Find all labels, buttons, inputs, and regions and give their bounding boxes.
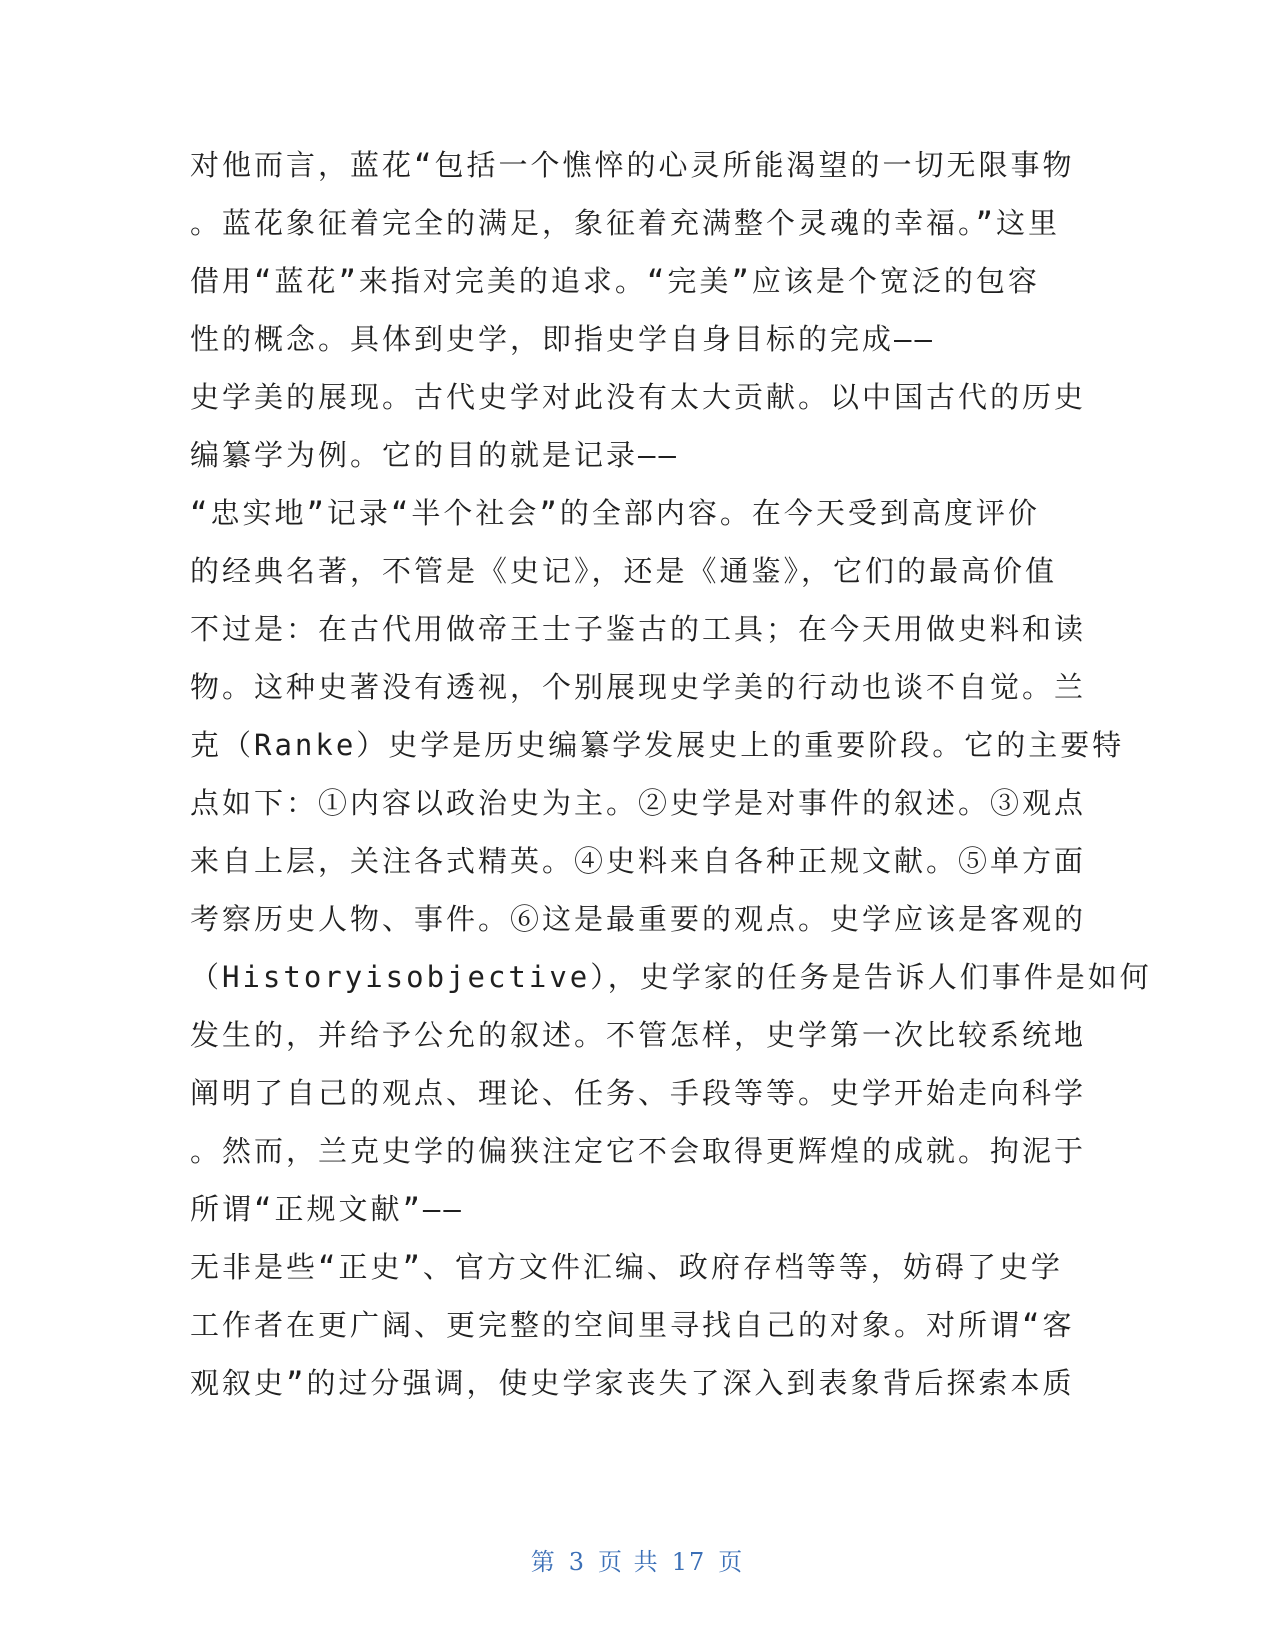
text-line: 性的概念。具体到史学，即指史学自身目标的完成—— xyxy=(190,322,935,356)
text-line: 克（Ranke）史学是历史编纂学发展史上的重要阶段。它的主要特 xyxy=(190,728,1125,762)
text-line: 。然而，兰克史学的偏狭注定它不会取得更辉煌的成就。拘泥于 xyxy=(190,1134,1087,1168)
total-page-count: 17 xyxy=(671,1548,707,1576)
text-line: 史学美的展现。古代史学对此没有太大贡献。以中国古代的历史 xyxy=(190,380,1087,414)
text-line: 编纂学为例。它的目的就是记录—— xyxy=(190,438,679,472)
text-line: 所谓“正规文献”—— xyxy=(190,1192,464,1226)
current-page-number: 3 xyxy=(568,1548,587,1576)
footer-middle: 页 共 xyxy=(598,1548,660,1576)
text-line: 阐明了自己的观点、理论、任务、手段等等。史学开始走向科学 xyxy=(190,1076,1087,1110)
text-line: 物。这种史著没有透视，个别展现史学美的行动也谈不自觉。兰 xyxy=(190,670,1087,704)
text-line: 。蓝花象征着完全的满足，象征着充满整个灵魂的幸福。”这里 xyxy=(190,206,1060,240)
text-line: 观叙史”的过分强调，使史学家丧失了深入到表象背后探索本质 xyxy=(190,1366,1075,1400)
text-line: 借用“蓝花”来指对完美的追求。“完美”应该是个宽泛的包容 xyxy=(190,264,1040,298)
text-line: （Historyisobjective），史学家的任务是告诉人们事件是如何 xyxy=(190,960,1152,994)
page-number-footer xyxy=(0,1542,1275,1577)
text-line: 点如下：①内容以政治史为主。②史学是对事件的叙述。③观点 xyxy=(190,786,1087,820)
text-line: 无非是些“正史”、官方文件汇编、政府存档等等，妨碍了史学 xyxy=(190,1250,1063,1284)
footer-suffix: 页 xyxy=(718,1548,745,1576)
text-line: 考察历史人物、事件。⑥这是最重要的观点。史学应该是客观的 xyxy=(190,902,1087,936)
text-line: 的经典名著，不管是《史记》，还是《通鉴》，它们的最高价值 xyxy=(190,554,1058,588)
footer-prefix: 第 xyxy=(530,1548,557,1576)
text-line: 来自上层，关注各式精英。④史料来自各种正规文献。⑤单方面 xyxy=(190,844,1087,878)
text-line: 对他而言，蓝花“包括一个憔悴的心灵所能渴望的一切无限事物 xyxy=(190,148,1075,182)
text-line: 发生的，并给予公允的叙述。不管怎样，史学第一次比较系统地 xyxy=(190,1018,1087,1052)
text-line: “忠实地”记录“半个社会”的全部内容。在今天受到高度评价 xyxy=(190,496,1040,530)
text-line: 工作者在更广阔、更完整的空间里寻找自己的对象。对所谓“客 xyxy=(190,1308,1075,1342)
text-line: 不过是：在古代用做帝王士子鉴古的工具；在今天用做史料和读 xyxy=(190,612,1087,646)
